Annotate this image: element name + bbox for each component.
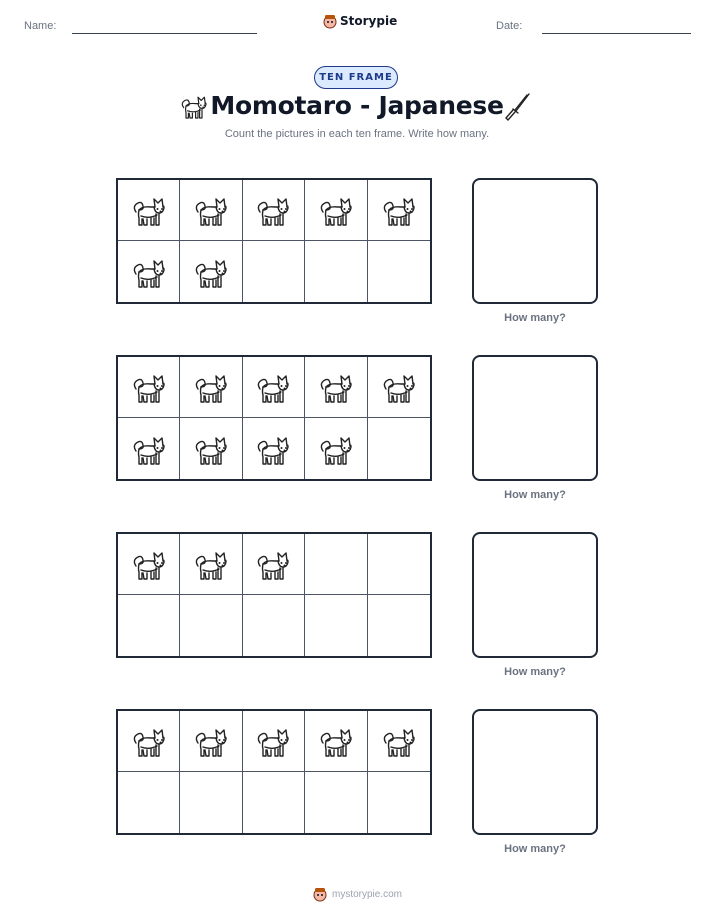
frame-cell-filled <box>118 180 180 241</box>
answer-box-3[interactable] <box>472 532 598 658</box>
brand-name: Storypie <box>340 14 398 28</box>
frame-cell-empty <box>305 241 367 302</box>
frame-cell-filled <box>243 180 305 241</box>
dog-icon <box>191 190 231 230</box>
dog-icon <box>379 721 419 761</box>
frame-cell-empty <box>243 772 305 833</box>
dog-icon <box>253 544 293 584</box>
dog-icon <box>316 190 356 230</box>
frame-cell-filled <box>180 241 242 302</box>
frame-cell-filled <box>243 534 305 595</box>
dog-icon <box>191 429 231 469</box>
page-title: Momotaro - Japanese <box>210 91 504 120</box>
dog-icon <box>253 721 293 761</box>
frame-cell-empty <box>180 595 242 656</box>
frame-cell-filled <box>305 418 367 479</box>
frame-cell-filled <box>118 711 180 772</box>
frame-cell-filled <box>243 418 305 479</box>
ten-frame-badge: TEN FRAME <box>314 66 398 89</box>
how-many-label-2: How many? <box>504 489 566 501</box>
answer-box-1[interactable] <box>472 178 598 304</box>
frame-cell-empty <box>118 595 180 656</box>
frame-cell-empty <box>305 595 367 656</box>
frame-cell-empty <box>118 772 180 833</box>
frame-cell-empty <box>243 595 305 656</box>
frame-cell-filled <box>305 357 367 418</box>
frame-cell-empty <box>368 772 430 833</box>
dog-icon <box>191 721 231 761</box>
name-label: Name: <box>24 20 57 32</box>
frame-cell-filled <box>180 180 242 241</box>
frame-cell-filled <box>368 180 430 241</box>
ten-frame-3 <box>116 532 432 658</box>
dog-icon <box>316 429 356 469</box>
instructions: Count the pictures in each ten frame. Write how many. <box>224 128 490 140</box>
frame-cell-filled <box>180 357 242 418</box>
answer-box-2[interactable] <box>472 355 598 481</box>
storypie-mascot-icon <box>322 13 338 29</box>
dog-icon <box>191 544 231 584</box>
name-line[interactable] <box>72 33 257 34</box>
frame-cell-empty <box>368 241 430 302</box>
dog-icon <box>379 190 419 230</box>
dog-icon <box>191 367 231 407</box>
how-many-label-3: How many? <box>504 666 566 678</box>
frame-cell-filled <box>305 711 367 772</box>
frame-cell-filled <box>118 357 180 418</box>
frame-cell-empty <box>305 534 367 595</box>
frame-cell-filled <box>180 534 242 595</box>
answer-box-4[interactable] <box>472 709 598 835</box>
dog-icon <box>316 721 356 761</box>
frame-cell-empty <box>243 241 305 302</box>
dog-icon <box>379 367 419 407</box>
frame-cell-empty <box>368 534 430 595</box>
dog-icon <box>129 252 169 292</box>
date-label: Date: <box>496 20 523 32</box>
frame-cell-filled <box>368 711 430 772</box>
dog-icon <box>129 721 169 761</box>
storypie-mascot-icon <box>312 886 328 902</box>
dog-icon <box>253 190 293 230</box>
frame-cell-filled <box>180 711 242 772</box>
frame-cell-filled <box>243 357 305 418</box>
dog-icon <box>129 367 169 407</box>
frame-cell-filled <box>118 241 180 302</box>
frame-cell-empty <box>368 418 430 479</box>
ten-frame-4 <box>116 709 432 835</box>
frame-cell-filled <box>180 418 242 479</box>
katana-icon <box>505 92 531 122</box>
frame-cell-filled <box>118 534 180 595</box>
frame-cell-filled <box>118 418 180 479</box>
frame-cell-empty <box>180 772 242 833</box>
frame-cell-filled <box>368 357 430 418</box>
dog-icon <box>129 190 169 230</box>
ten-frame-1 <box>116 178 432 304</box>
how-many-label-1: How many? <box>504 312 566 324</box>
footer <box>0 886 714 902</box>
brand-logo <box>322 13 397 29</box>
footer-url[interactable]: mystorypie.com <box>331 888 402 900</box>
ten-frame-2 <box>116 355 432 481</box>
dog-icon <box>129 544 169 584</box>
how-many-label-4: How many? <box>504 843 566 855</box>
frame-cell-empty <box>368 595 430 656</box>
dog-icon <box>253 367 293 407</box>
frame-cell-empty <box>305 772 367 833</box>
dog-icon <box>129 429 169 469</box>
dog-icon <box>191 252 231 292</box>
dog-icon <box>316 367 356 407</box>
frame-cell-filled <box>305 180 367 241</box>
date-line[interactable] <box>542 33 691 34</box>
dog-icon <box>253 429 293 469</box>
frame-cell-filled <box>243 711 305 772</box>
